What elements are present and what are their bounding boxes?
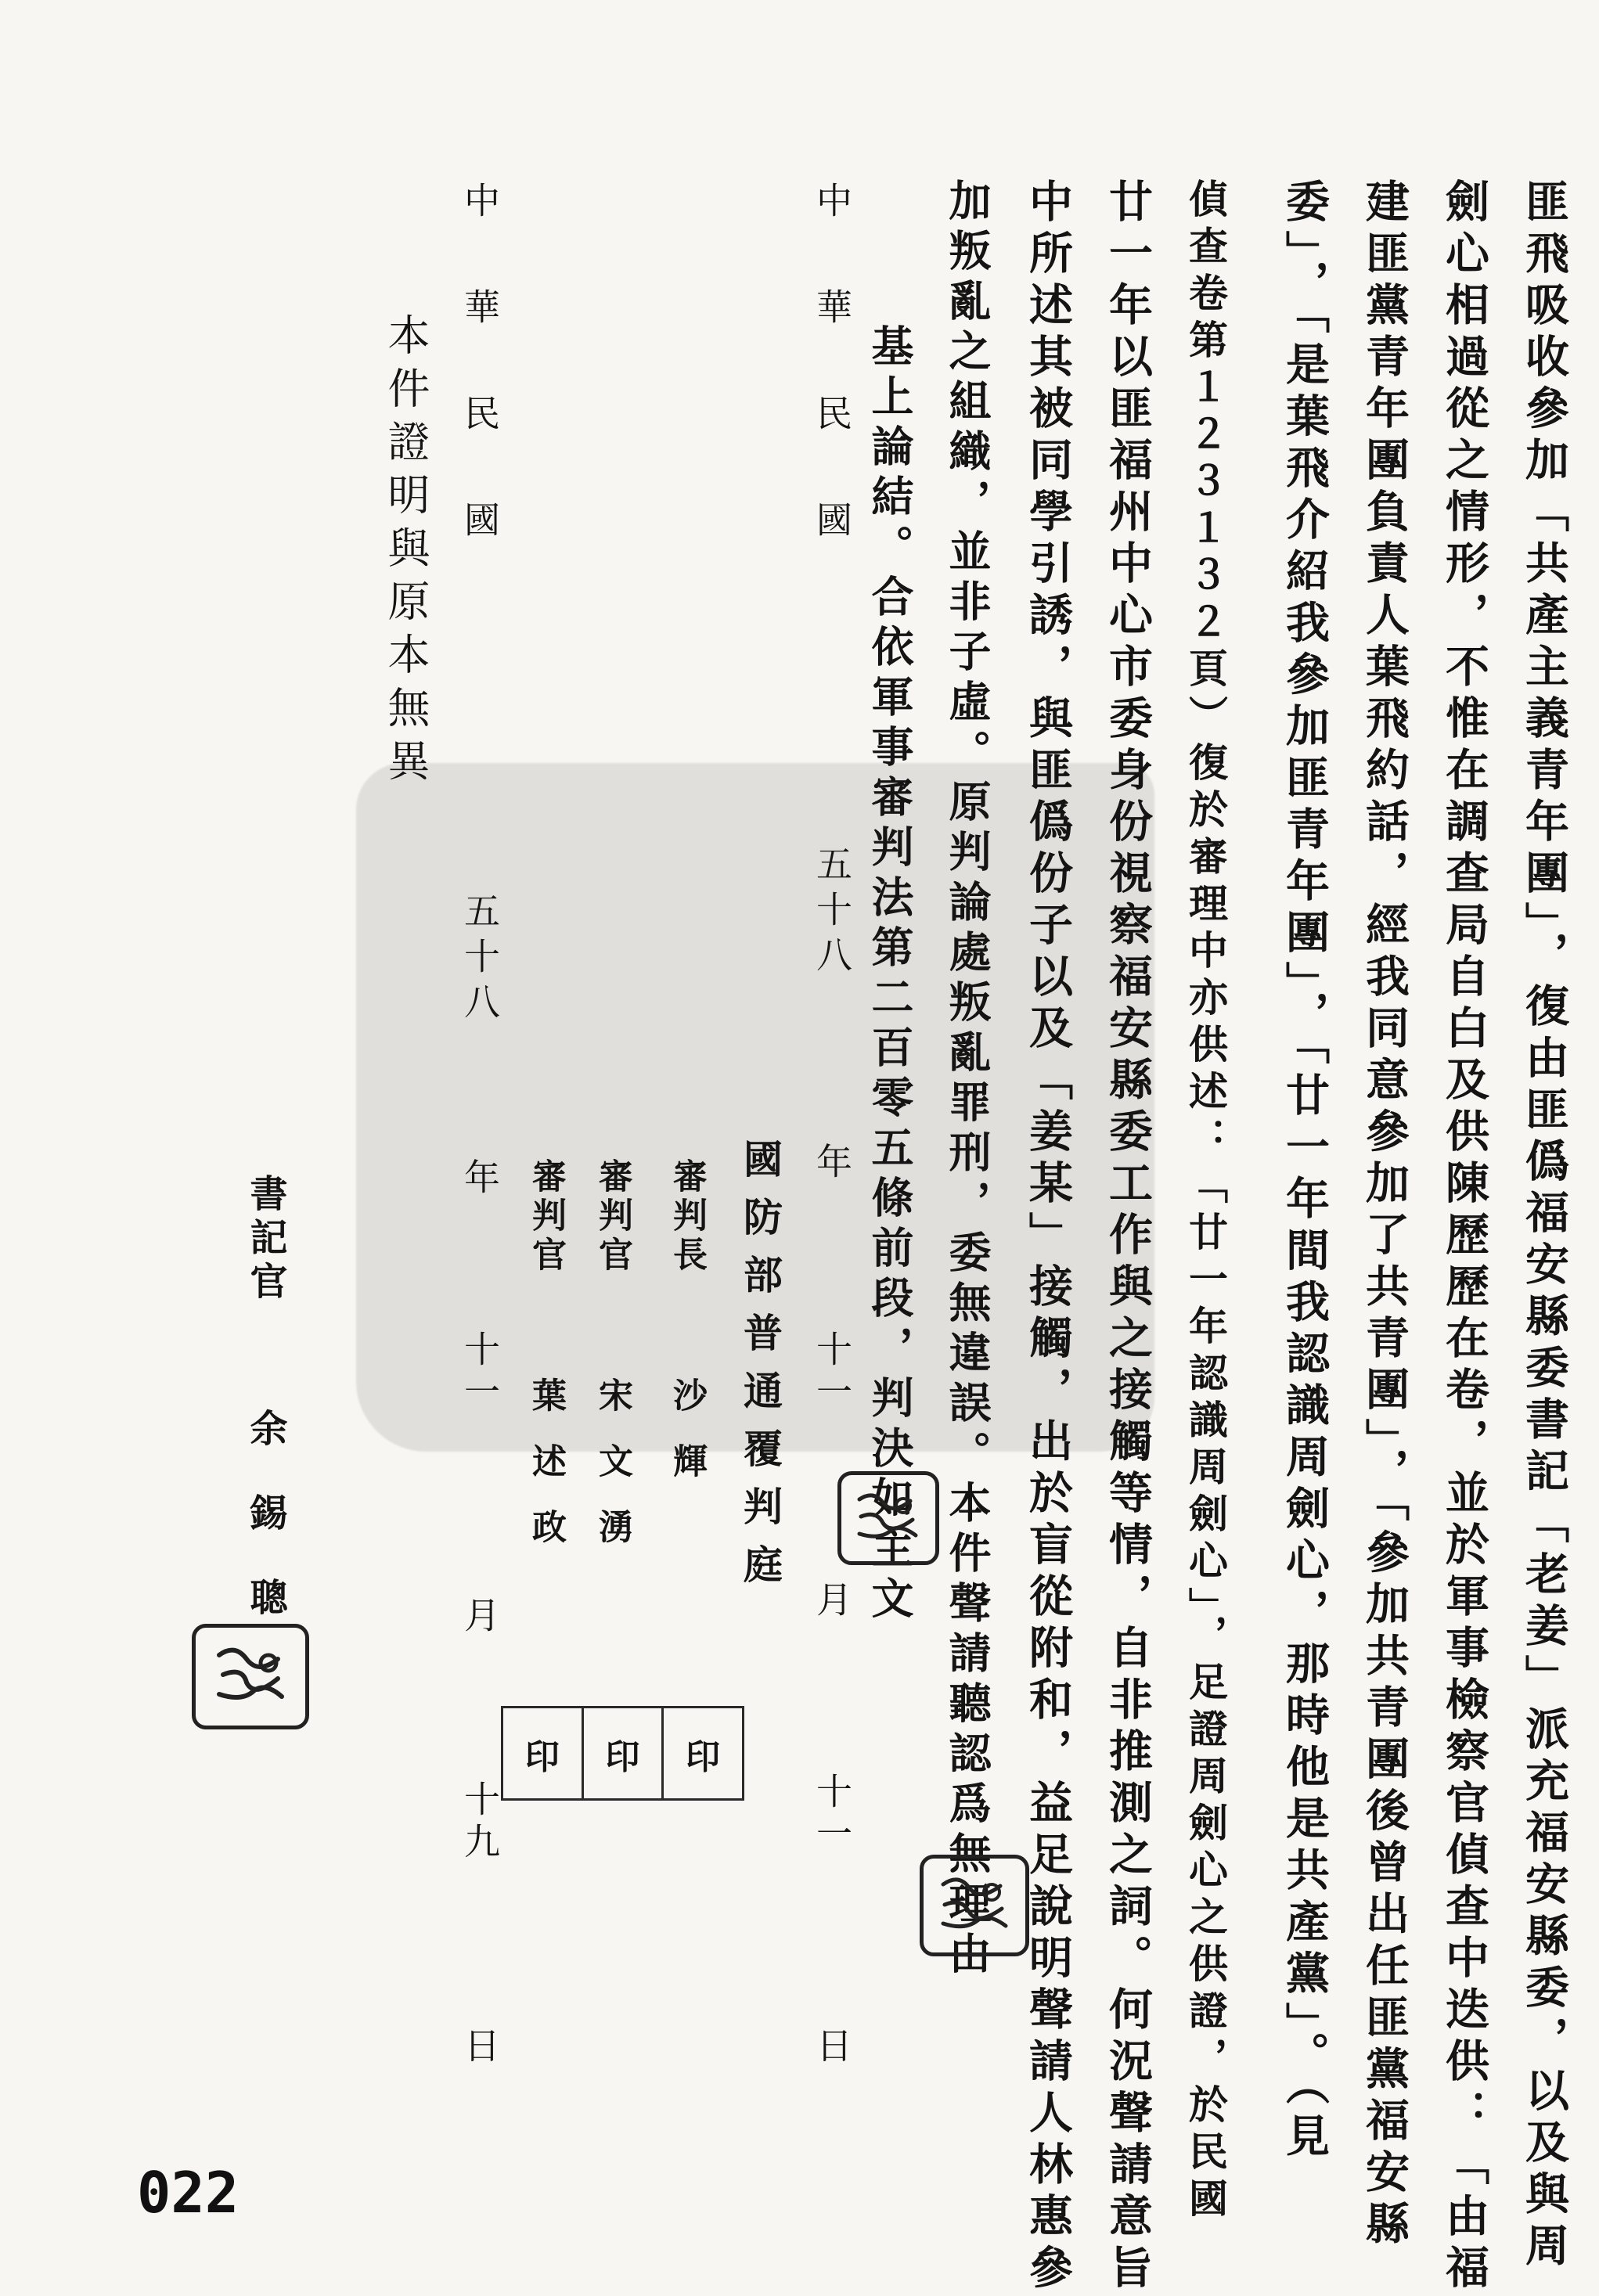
body-column-4: 委」，「是葉飛介紹我參加匪青年團」，「廿一年間我認識周劍心，那時他是共產黨」。（見 xyxy=(1279,178,1331,2165)
clerk-seal xyxy=(192,1624,309,1729)
date-2-year: 五十八 xyxy=(459,892,501,1028)
date-1-year-unit: 年 xyxy=(811,1143,853,1179)
judge-name-2: 宋文湧 xyxy=(592,1377,632,1574)
body-column-6: 廿一年以匪福州中心市委身份視察福安縣委工作與之接觸等情，自非推測之詞。何況聲請意旨 xyxy=(1102,178,1154,2296)
judge-name-3: 葉述政 xyxy=(526,1377,566,1574)
date-2-year-unit: 年 xyxy=(459,1158,501,1194)
judge-title-1: 審判長 xyxy=(667,1158,707,1276)
seal-box-2: 印 xyxy=(582,1708,662,1798)
seal-box-1: 印 xyxy=(524,1736,560,1777)
seal-glyph-icon xyxy=(207,1639,294,1714)
date-1-month: 十一 xyxy=(811,1330,853,1415)
seal-boxes xyxy=(501,1706,744,1801)
certification-note: 本件證明與原本無異 xyxy=(381,313,430,792)
clerk-name: 余錫聰 xyxy=(243,1409,287,1662)
body-column-3: 建匪黨青年團負責人葉飛約話，經我同意參加了共青團」，「參加共青團後曾出任匪黨福安縣 xyxy=(1359,178,1410,2252)
date-1-prefix: 中華民國 xyxy=(811,182,853,607)
body-column-1: 匪飛吸收參加「共產主義青年團」，復由匪僞福安縣委書記「老姜」派充福安縣委，以及與周 xyxy=(1518,178,1570,2274)
seal-box-3: 印 xyxy=(661,1708,742,1798)
seal-glyph-icon xyxy=(852,1485,926,1552)
date-2-month: 十一 xyxy=(459,1330,501,1415)
judge-title-3: 審判官 xyxy=(526,1158,566,1276)
date-1-day: 十一 xyxy=(811,1772,853,1857)
court-name: 國防部普通覆判庭 xyxy=(737,1139,783,1602)
judge-title-2: 審判官 xyxy=(592,1158,632,1276)
seal-glyph-icon xyxy=(934,1869,1016,1943)
date-2-prefix: 中華民國 xyxy=(459,182,501,607)
date-2-day: 十九 xyxy=(459,1780,501,1865)
body-column-2: 劍心相過從之情形，不惟在調查局自白及供陳歷歷在卷，並於軍事檢察官偵查中迭供：「由福 xyxy=(1439,178,1490,2296)
body-column-5: 偵查卷第１２３１３２頁）復於審理中亦供述：「廿一年認識周劍心」，足證周劍心之供證，於民國 xyxy=(1183,178,1229,2225)
date-1-month-unit: 月 xyxy=(811,1581,853,1617)
page-number: 022 xyxy=(137,2160,239,2226)
body-column-8: 加叛亂之組織，並非子虛。原判論處叛亂罪刑，委無違誤。本件聲請聽認爲無理由 xyxy=(942,178,992,1981)
date-1-day-unit: 日 xyxy=(811,2027,853,2063)
date-1-year: 五十八 xyxy=(811,845,853,981)
judge-name-1: 沙輝 xyxy=(667,1377,707,1509)
body-column-7: 中所述其被同學引誘，與匪僞份子以及「姜某」接觸，出於盲從附和，益足說明聲請人林惠參 xyxy=(1022,178,1074,2296)
body-column-9: 基上論結。合依軍事審判法第二百零五條前段，判決如主文 xyxy=(865,274,915,1626)
clerk-title: 書記官 xyxy=(243,1174,287,1305)
date-2-day-unit: 日 xyxy=(459,2027,501,2063)
judgment-seal-1 xyxy=(837,1471,939,1565)
judgment-seal-2 xyxy=(920,1855,1029,1956)
date-2-month-unit: 月 xyxy=(459,1596,501,1632)
